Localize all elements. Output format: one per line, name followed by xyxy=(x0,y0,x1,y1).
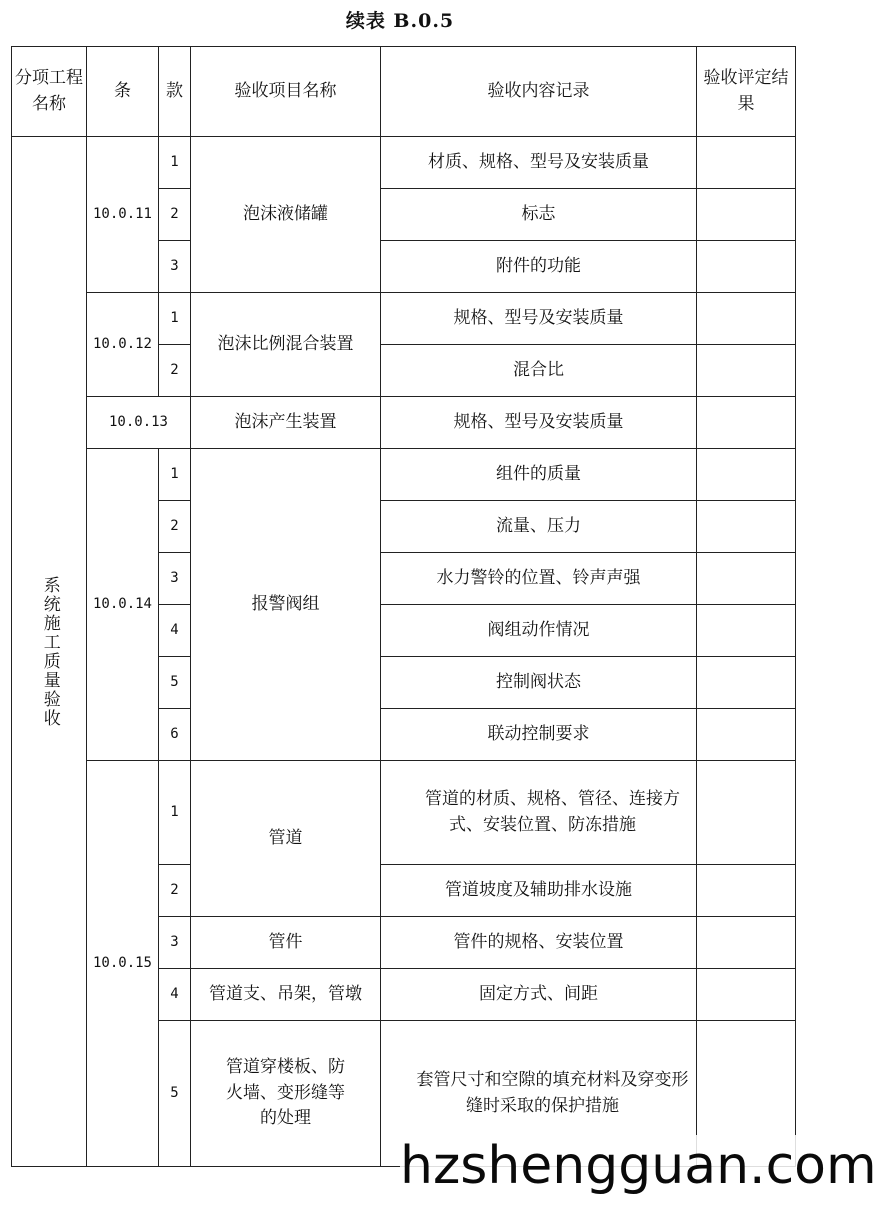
result-cell xyxy=(697,345,796,397)
item-name-cell: 管道 xyxy=(191,761,381,917)
table-title: 续表 B.0.5 xyxy=(345,10,455,32)
header-division: 分项工程名称 xyxy=(12,47,87,137)
result-cell xyxy=(697,709,796,761)
table-row xyxy=(12,449,796,501)
item-no-cell: 3 xyxy=(159,241,191,293)
record-cell: 规格、型号及安装质量 xyxy=(381,397,697,449)
table-row xyxy=(12,397,796,449)
table-row xyxy=(12,137,796,189)
record-cell: 固定方式、间距 xyxy=(381,969,697,1021)
watermark-text: hzshengguan.com xyxy=(400,1136,877,1196)
result-cell xyxy=(697,657,796,709)
record-cell: 规格、型号及安装质量 xyxy=(381,293,697,345)
record-cell: 阀组动作情况 xyxy=(381,605,697,657)
item-name-cell: 泡沫比例混合装置 xyxy=(191,293,381,397)
item-no-cell: 5 xyxy=(159,1021,191,1167)
acceptance-table xyxy=(11,46,796,1167)
record-cell: 联动控制要求 xyxy=(381,709,697,761)
record-cell: 组件的质量 xyxy=(381,449,697,501)
result-cell xyxy=(697,553,796,605)
item-no-cell: 4 xyxy=(159,605,191,657)
header-clause: 条 xyxy=(87,47,159,137)
record-cell: 附件的功能 xyxy=(381,241,697,293)
item-no-cell: 5 xyxy=(159,657,191,709)
header-row xyxy=(12,47,796,137)
item-no-cell: 3 xyxy=(159,553,191,605)
result-cell xyxy=(697,761,796,865)
record-cell: 管件的规格、安装位置 xyxy=(381,917,697,969)
table-row xyxy=(12,293,796,345)
item-no-cell: 4 xyxy=(159,969,191,1021)
division-name: 系统施工质量验收 xyxy=(12,137,87,1167)
result-cell xyxy=(697,397,796,449)
clause-cell: 10.0.12 xyxy=(87,293,159,397)
item-no-cell: 6 xyxy=(159,709,191,761)
result-cell xyxy=(697,501,796,553)
item-name-cell: 管道支、吊架，管墩 xyxy=(191,969,381,1021)
item-name-cell: 报警阀组 xyxy=(191,449,381,761)
record-cell: 管道坡度及辅助排水设施 xyxy=(381,865,697,917)
result-cell xyxy=(697,293,796,345)
item-no-cell: 1 xyxy=(159,293,191,345)
clause-cell: 10.0.13 xyxy=(87,397,191,449)
record-cell: 控制阀状态 xyxy=(381,657,697,709)
header-item-name: 验收项目名称 xyxy=(191,47,381,137)
item-no-cell: 1 xyxy=(159,449,191,501)
header-item-no: 款 xyxy=(159,47,191,137)
result-cell xyxy=(697,137,796,189)
result-cell xyxy=(697,449,796,501)
item-no-cell: 2 xyxy=(159,865,191,917)
result-cell xyxy=(697,189,796,241)
table-row xyxy=(12,761,796,865)
header-result: 验收评定结果 xyxy=(697,47,796,137)
item-no-cell: 1 xyxy=(159,761,191,865)
record-cell: 标志 xyxy=(381,189,697,241)
result-cell xyxy=(697,917,796,969)
result-cell xyxy=(697,865,796,917)
item-no-cell: 2 xyxy=(159,189,191,241)
record-cell: 水力警铃的位置、铃声声强 xyxy=(381,553,697,605)
record-cell: 流量、压力 xyxy=(381,501,697,553)
clause-cell: 10.0.11 xyxy=(87,137,159,293)
item-name-cell: 泡沫液储罐 xyxy=(191,137,381,293)
result-cell xyxy=(697,605,796,657)
record-cell: 管道的材质、规格、管径、连接方式、安装位置、防冻措施 xyxy=(381,761,697,865)
header-record: 验收内容记录 xyxy=(381,47,697,137)
record-cell: 套管尺寸和空隙的填充材料及穿变形缝时采取的保护措施 xyxy=(381,1021,697,1167)
item-name-cell: 管道穿楼板、防火墙、变形缝等的处理 xyxy=(191,1021,381,1167)
item-name-cell: 泡沫产生装置 xyxy=(191,397,381,449)
item-no-cell: 3 xyxy=(159,917,191,969)
item-no-cell: 2 xyxy=(159,345,191,397)
item-no-cell: 2 xyxy=(159,501,191,553)
clause-cell: 10.0.15 xyxy=(87,761,159,1167)
result-cell xyxy=(697,241,796,293)
item-no-cell: 1 xyxy=(159,137,191,189)
clause-cell: 10.0.14 xyxy=(87,449,159,761)
record-cell: 材质、规格、型号及安装质量 xyxy=(381,137,697,189)
record-cell: 混合比 xyxy=(381,345,697,397)
result-cell xyxy=(697,969,796,1021)
item-name-cell: 管件 xyxy=(191,917,381,969)
